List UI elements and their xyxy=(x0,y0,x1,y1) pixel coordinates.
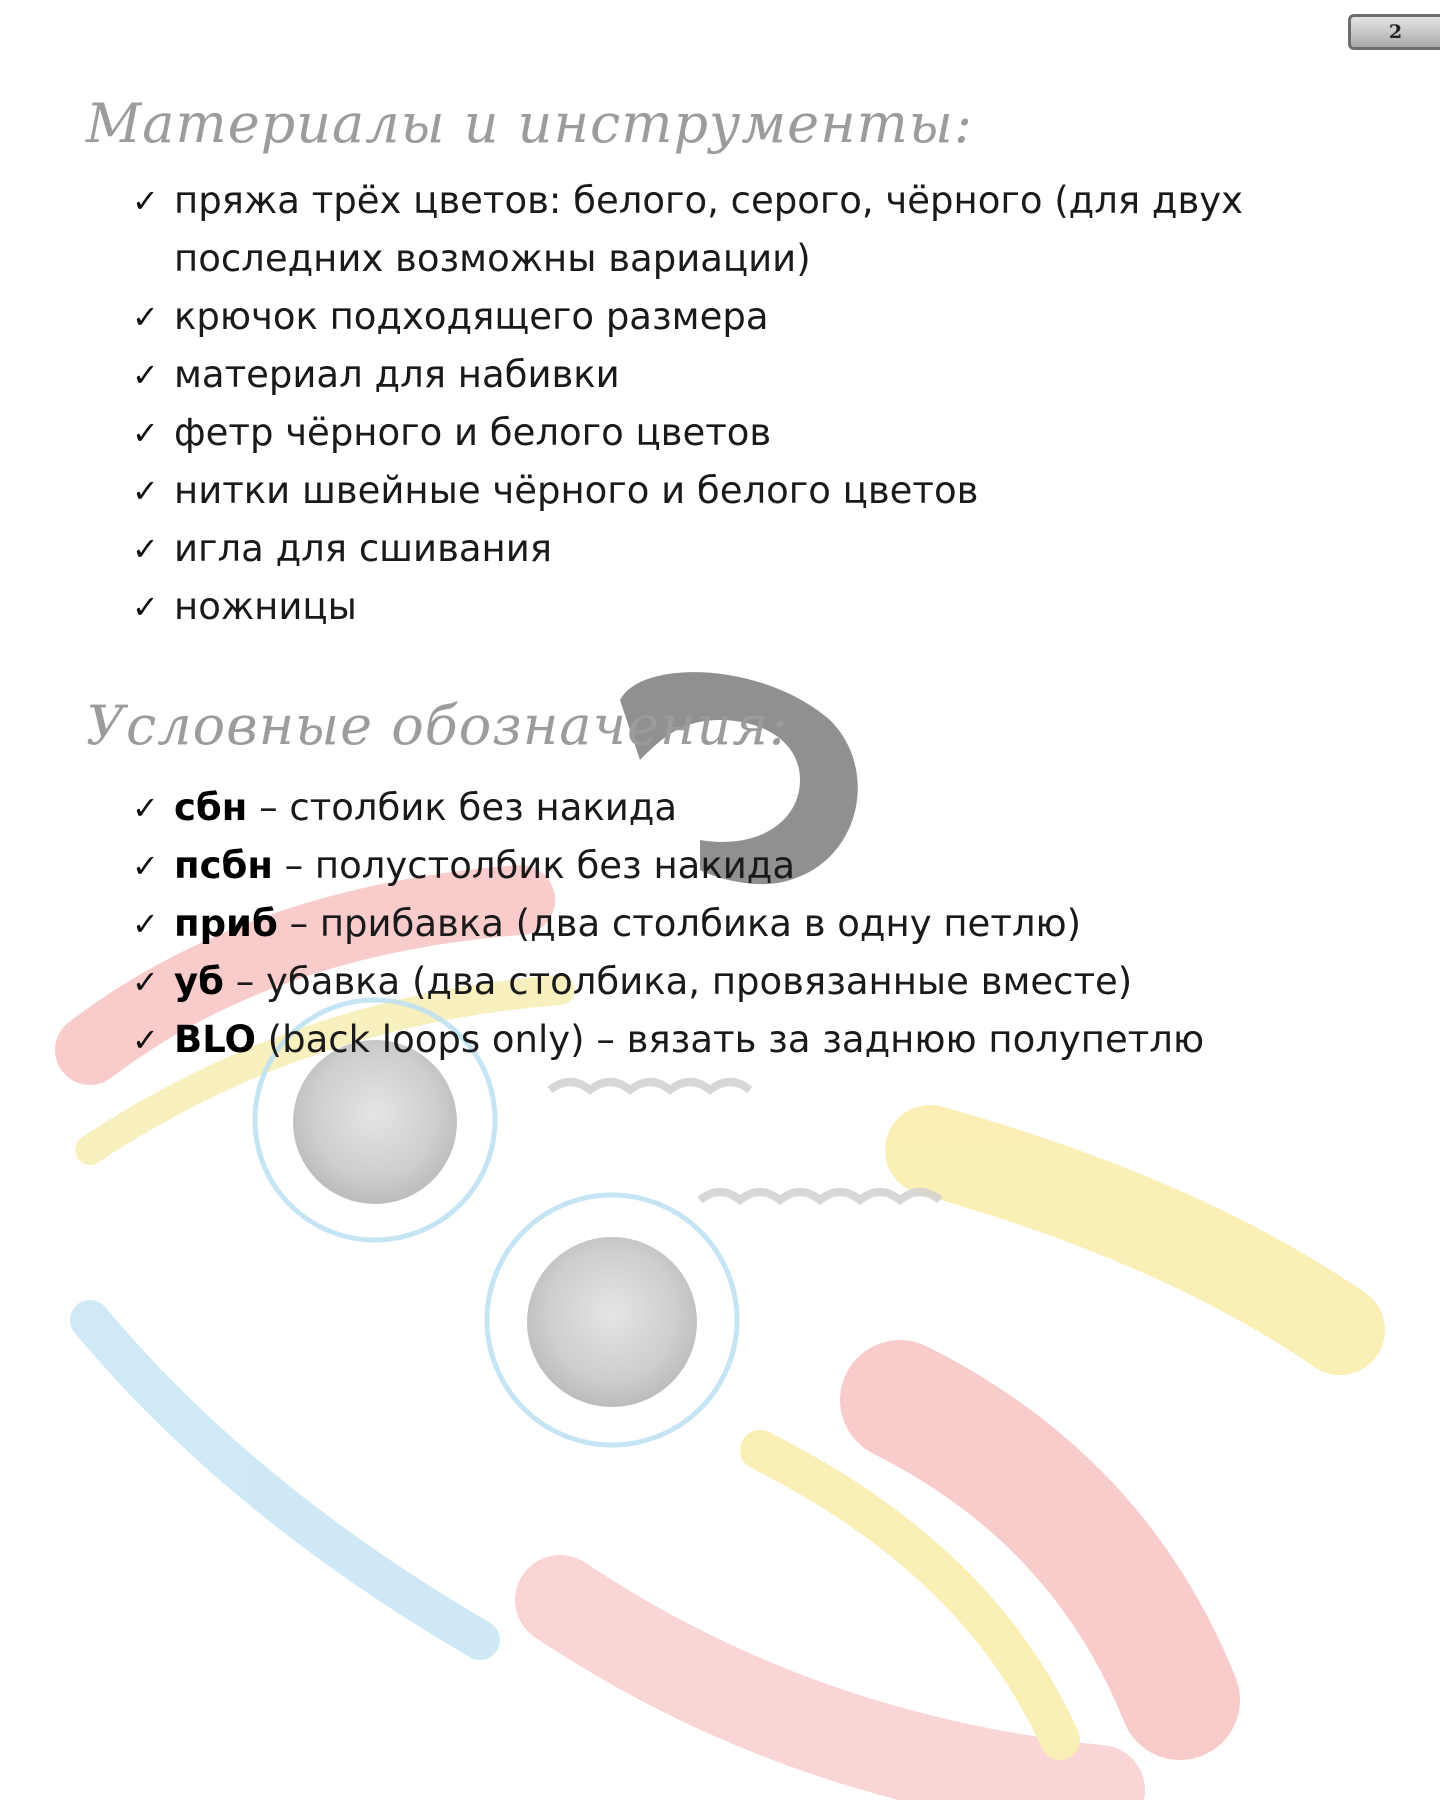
list-item-text: фетр чёрного и белого цветов xyxy=(174,411,772,454)
legend-item xyxy=(132,779,1204,837)
list-item xyxy=(132,346,1243,404)
legend-description: – прибавка (два столбика в одну петлю) xyxy=(277,902,1082,945)
list-item xyxy=(132,172,1243,230)
materials-heading: Материалы и инструменты: xyxy=(86,92,974,155)
list-item-text: крючок подходящего размера xyxy=(174,295,769,338)
check-mark-icon: ✓ xyxy=(132,847,159,885)
legend-list xyxy=(132,779,1204,1069)
list-item xyxy=(132,230,1243,288)
check-mark-icon: ✓ xyxy=(132,298,159,336)
list-item-text: ножницы xyxy=(174,585,357,628)
list-item-text: игла для сшивания xyxy=(174,527,553,570)
legend-term: приб xyxy=(174,902,278,945)
check-mark-icon: ✓ xyxy=(132,789,159,827)
legend-term: сбн xyxy=(174,786,248,829)
felt-ball-2 xyxy=(527,1237,697,1407)
page-number-badge: 2 xyxy=(1348,14,1440,50)
list-item-text: последних возможны вариации) xyxy=(174,237,811,280)
list-item-text: нитки швейные чёрного и белого цветов xyxy=(174,469,979,512)
legend-item xyxy=(132,953,1204,1011)
list-item xyxy=(132,404,1243,462)
check-mark-icon: ✓ xyxy=(132,356,159,394)
legend-heading: Условные обозначения: xyxy=(86,694,789,757)
check-mark-icon: ✓ xyxy=(132,182,159,220)
legend-term: уб xyxy=(174,960,224,1003)
legend-item xyxy=(132,837,1204,895)
list-item xyxy=(132,578,1243,636)
legend-item xyxy=(132,895,1204,953)
legend-description: – убавка (два столбика, провязанные вместе) xyxy=(223,960,1133,1003)
legend-description: (back loops only) – вязать за заднюю полупетлю xyxy=(255,1018,1205,1061)
list-item xyxy=(132,288,1243,346)
legend-term: псбн xyxy=(174,844,273,887)
legend-description: – полустолбик без накида xyxy=(272,844,795,887)
list-item xyxy=(132,462,1243,520)
legend-term: BLO xyxy=(174,1018,256,1061)
check-mark-icon: ✓ xyxy=(132,963,159,1001)
list-item-text: материал для набивки xyxy=(174,353,620,396)
check-mark-icon: ✓ xyxy=(132,530,159,568)
legend-description: – столбик без накида xyxy=(247,786,678,829)
list-item-text: пряжа трёх цветов: белого, серого, чёрного (для двух xyxy=(174,179,1244,222)
check-mark-icon: ✓ xyxy=(132,905,159,943)
check-mark-icon: ✓ xyxy=(132,472,159,510)
check-mark-icon: ✓ xyxy=(132,588,159,626)
check-mark-icon: ✓ xyxy=(132,414,159,452)
check-mark-icon: ✓ xyxy=(132,1021,159,1059)
legend-item xyxy=(132,1011,1204,1069)
list-item xyxy=(132,520,1243,578)
materials-list xyxy=(132,172,1243,636)
